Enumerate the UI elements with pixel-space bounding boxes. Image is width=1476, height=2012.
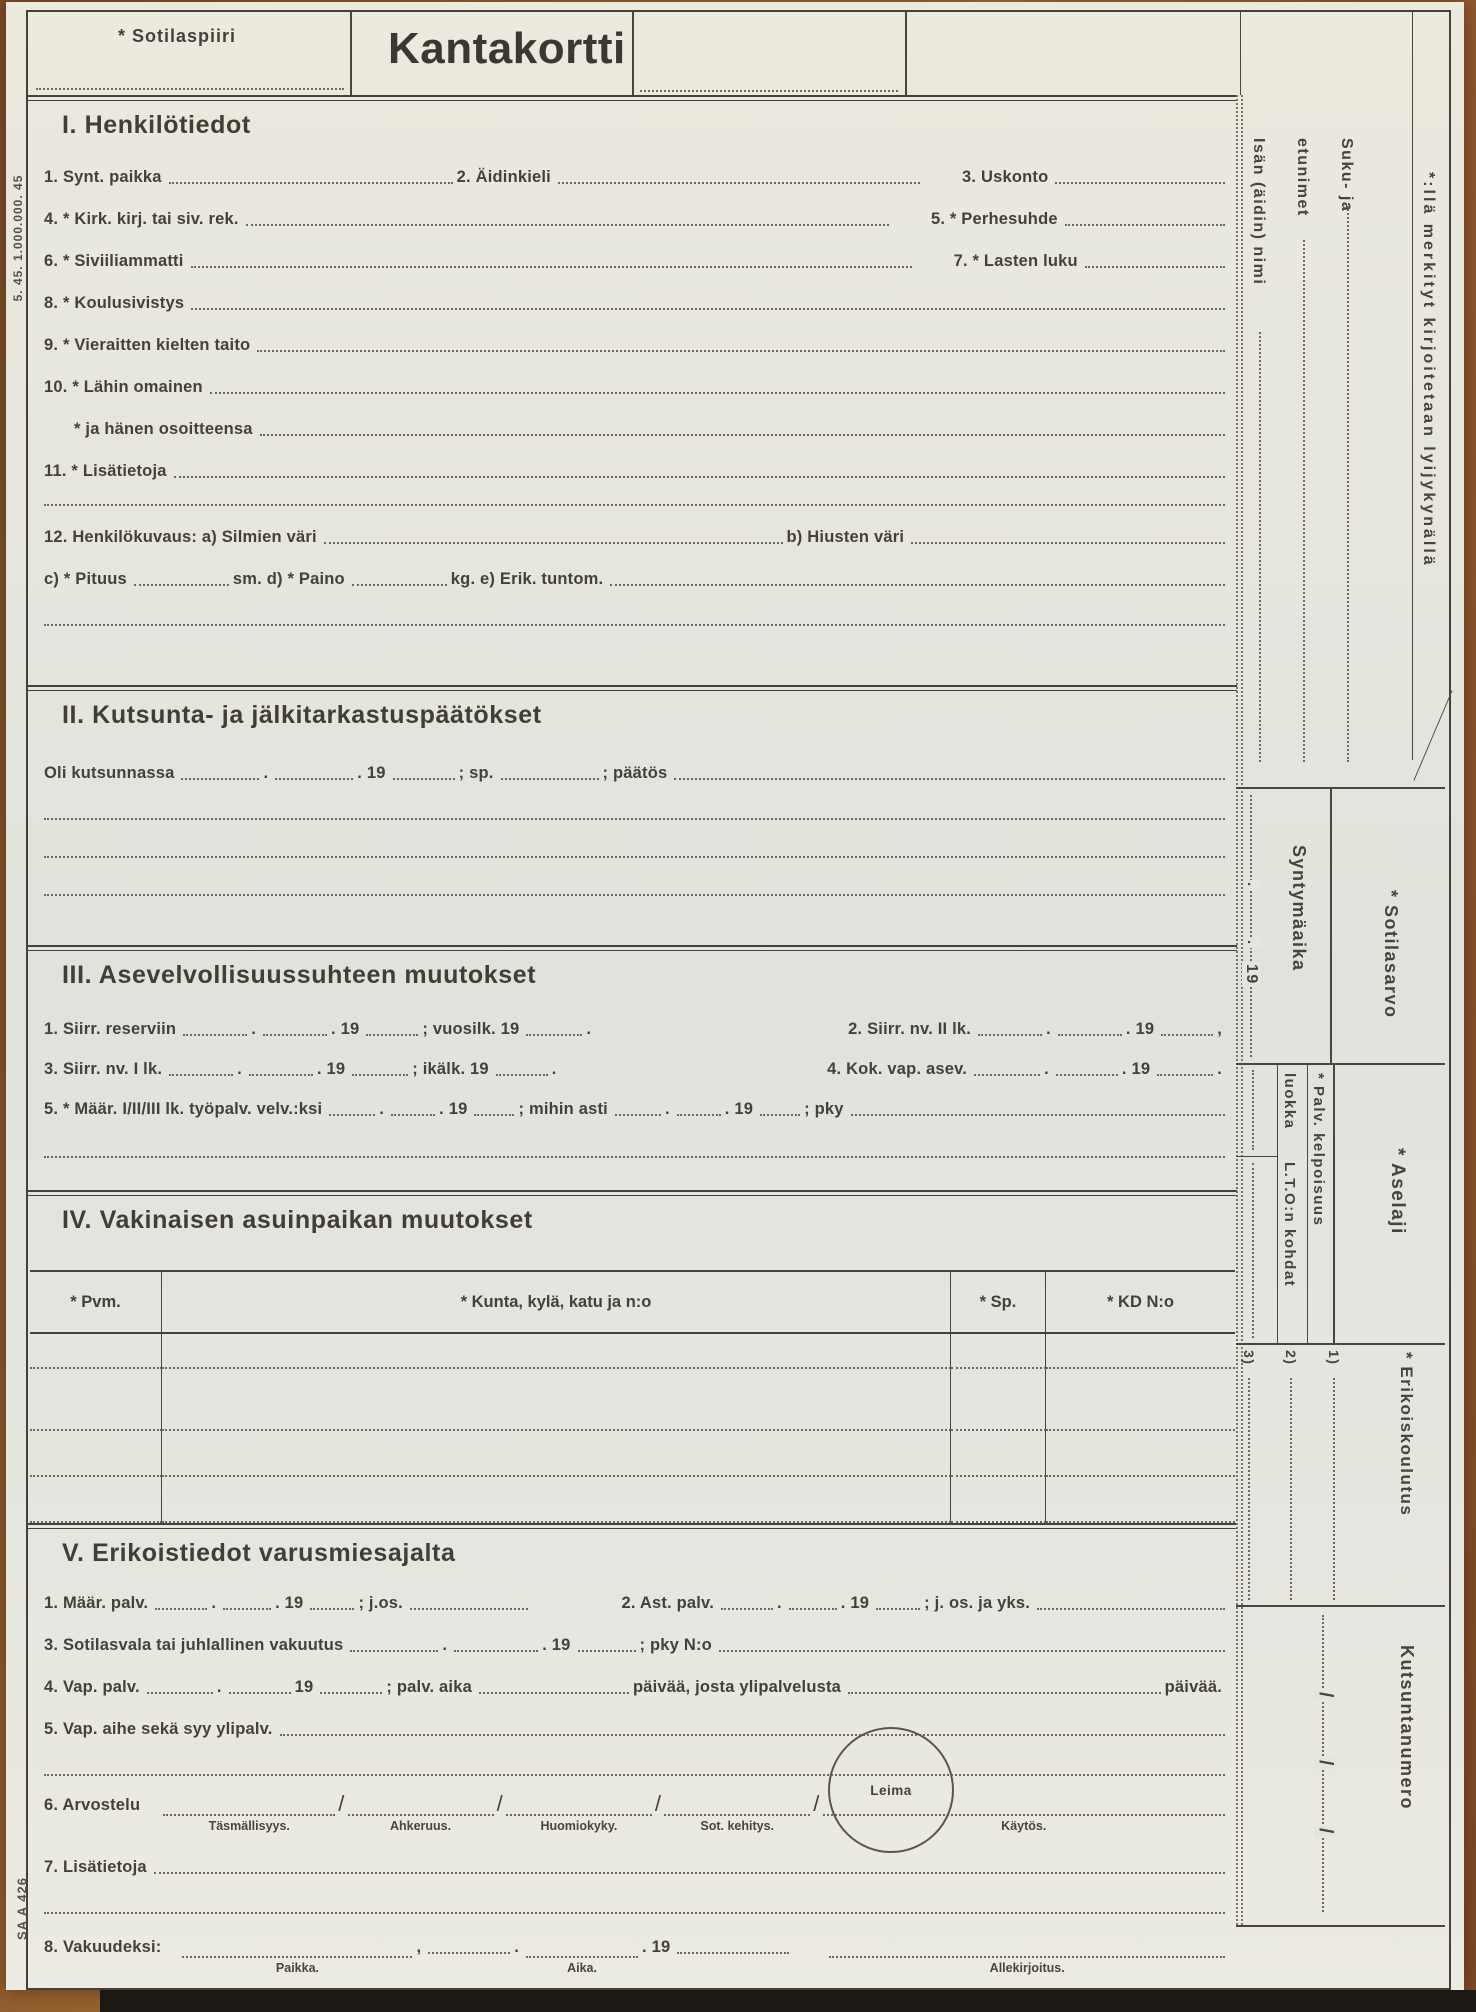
field-label: . (237, 1060, 242, 1078)
fill-in-line[interactable] (249, 1074, 313, 1076)
stamp-circle (828, 1727, 954, 1853)
table-cell[interactable] (951, 1477, 1046, 1523)
field-label: / (338, 1791, 345, 1816)
field-label: / (496, 1791, 503, 1816)
fill-in-line[interactable] (154, 1872, 1225, 1874)
sub-label: Paikka. (275, 1961, 319, 1975)
field-label: ; j. os. ja yks. (924, 1594, 1031, 1612)
forenames-fill-line[interactable] (1303, 240, 1305, 762)
field-label: . 19 (331, 1020, 360, 1038)
sidebar-rule (1277, 1063, 1278, 1343)
form-line (40, 824, 1229, 862)
fill-in-line[interactable] (719, 1650, 1225, 1652)
military-rank-label: * Sotilasarvo (1381, 890, 1401, 1019)
fill-in-line[interactable] (978, 1034, 1042, 1036)
fill-in-line[interactable] (789, 1608, 837, 1610)
military-district-label: * Sotilaspiiri (118, 26, 237, 46)
field-label: . 19 (1121, 1060, 1151, 1078)
fill-in-line[interactable] (229, 1692, 291, 1694)
field-label: . 19 (1125, 1020, 1155, 1038)
column-header-kd-no: * KD N:o (1046, 1272, 1235, 1334)
fill-in-line[interactable] (578, 1650, 636, 1652)
header-divider (1412, 10, 1413, 95)
special-training-label: * Erikoiskoulutus (1397, 1352, 1416, 1517)
field-label: . 19 (642, 1938, 671, 1956)
field-label: ; ikälk. 19 (412, 1060, 489, 1078)
fill-in-line[interactable] (1085, 266, 1225, 268)
sidebar-rule (1333, 1063, 1335, 1343)
sidebar-rule (1307, 1063, 1308, 1343)
section-rows (28, 1568, 1237, 1975)
fill-in-line[interactable] (183, 1034, 247, 1036)
field-label: 2. Ast. palv. (621, 1594, 714, 1612)
fill-in-line[interactable] (454, 1650, 538, 1652)
field-label: . (211, 1594, 217, 1612)
form-line (40, 862, 1229, 900)
fill-in-line[interactable] (1161, 1034, 1213, 1036)
fill-in-line[interactable] (721, 1608, 773, 1610)
field-label: 3. Uskonto (962, 168, 1049, 186)
section-rows (28, 730, 1237, 900)
fill-in-line[interactable] (848, 1692, 1161, 1694)
fill-in-line[interactable] (174, 476, 1225, 478)
fill-in-line[interactable] (210, 392, 1225, 394)
field-label: 2. Äidinkieli (456, 168, 551, 186)
field-label: 8. Vakuudeksi: (44, 1938, 162, 1956)
field-label: 4. Kok. vap. asev. (827, 1060, 968, 1078)
field-label: 3. Siirr. nv. I lk. (44, 1060, 163, 1078)
fill-in-line[interactable] (181, 778, 259, 780)
field-label: päivää, josta ylipalvelusta (632, 1678, 842, 1696)
sub-label: Täsmällisyys. (208, 1819, 290, 1833)
scan-shadow-strip (100, 1990, 1476, 2012)
section-service-status-changes (28, 945, 1237, 1190)
print-run-code: 5. 45. 1.000.000. 45 (11, 174, 25, 302)
field-label: Oli kutsunnassa (44, 764, 175, 782)
district-fill-line[interactable] (36, 88, 344, 90)
field-label: . (263, 764, 269, 782)
header-fill-line[interactable] (640, 90, 898, 92)
header-divider (905, 10, 907, 95)
section-personal-data (28, 95, 1237, 685)
field-label: ; mihin asti (518, 1100, 608, 1118)
sub-label: Ahkeruus. (389, 1819, 452, 1833)
field-label: 7. * Lasten luku (953, 252, 1078, 270)
fill-slash: / (1315, 1760, 1336, 1767)
field-label: ; pky (804, 1100, 844, 1118)
field-label: 12. Henkilökuvaus: a) Silmien väri (44, 528, 317, 546)
fill-in-line-labeled[interactable] (506, 1810, 652, 1834)
field-label: . (1217, 1060, 1222, 1078)
fill-in-line[interactable] (352, 584, 447, 586)
fill-in-line[interactable] (147, 1692, 213, 1694)
mark-3-label: 3) (1241, 1350, 1257, 1366)
form-line (40, 1574, 1229, 1614)
field-label: . (1046, 1020, 1051, 1038)
fill-in-line[interactable] (134, 584, 229, 586)
sub-label: Sot. kehitys. (700, 1819, 774, 1833)
form-line (40, 482, 1229, 510)
form-line (40, 314, 1229, 356)
fill-in-line[interactable] (44, 624, 1225, 626)
fill-in-line[interactable] (876, 1608, 920, 1610)
section-title: I. Henkilötiedot (62, 111, 251, 139)
field-label: 9. * Vieraitten kielten taito (44, 336, 251, 354)
field-label: . 19 (357, 764, 386, 782)
field-label: . (216, 1678, 222, 1696)
form-title: Kantakortti (388, 24, 626, 73)
father-name-fill-line[interactable] (1259, 332, 1261, 762)
form-line (40, 1614, 1229, 1656)
section-title: III. Asevelvollisuussuhteen muutokset (62, 961, 537, 989)
field-label: 5. * Määr. I/II/III lk. työpalv. velv.:ksi (44, 1100, 323, 1118)
fill-in-line[interactable] (1065, 224, 1225, 226)
field-label: sm. d) * Paino (232, 570, 345, 588)
fill-in-line[interactable] (324, 542, 783, 544)
field-label: b) Hiusten väri (786, 528, 905, 546)
fill-in-line[interactable] (44, 894, 1225, 896)
fill-in-line[interactable] (257, 350, 1225, 352)
field-label: 6. * Siviiliammatti (44, 252, 184, 270)
form-line (40, 230, 1229, 272)
fill-in-line[interactable] (674, 778, 1225, 780)
lto-fill-line[interactable] (1252, 1163, 1254, 1338)
surname-label-line2: etunimet (1294, 138, 1311, 217)
field-label: 1. Synt. paikka (44, 168, 162, 186)
field-label: 5. Vap. aihe sekä syy ylipalv. (44, 1720, 273, 1738)
mark-1-fill-line[interactable] (1333, 1378, 1335, 1600)
form-line (40, 1740, 1229, 1780)
form-number-code: SA A 426 (14, 1877, 30, 1940)
field-label: . 19 (840, 1594, 870, 1612)
table-cell[interactable] (1046, 1477, 1235, 1523)
fill-in-line[interactable] (851, 1114, 1225, 1116)
sub-label: Huomiokyky. (540, 1819, 618, 1833)
fill-in-line[interactable] (44, 818, 1225, 820)
field-label: . (1044, 1060, 1049, 1078)
field-label: . 19 (439, 1100, 468, 1118)
form-line (40, 1780, 1229, 1833)
sidebar-divider-dotted (1236, 95, 1238, 1925)
header-divider (350, 10, 352, 95)
fill-in-line[interactable] (974, 1074, 1040, 1076)
field-label: / (654, 1791, 662, 1816)
fill-in-line[interactable] (410, 1608, 528, 1610)
fill-in-line[interactable] (169, 1074, 233, 1076)
column-header-date: * Pvm. (30, 1272, 162, 1334)
field-label: . (776, 1594, 782, 1612)
surname-label-line1: Suku- ja (1338, 138, 1355, 213)
column-header-sp: * Sp. (951, 1272, 1046, 1334)
fill-in-line[interactable] (911, 542, 1225, 544)
fill-in-line[interactable] (428, 1952, 510, 1954)
surname-fill-line[interactable] (1347, 206, 1349, 762)
form-line (40, 1120, 1229, 1162)
sidebar-rule (1236, 1343, 1445, 1345)
field-label: c) * Pituus (44, 570, 127, 588)
fill-in-line-labeled[interactable] (163, 1810, 335, 1834)
form-line (40, 188, 1229, 230)
field-label: 1. Siirr. reserviin (44, 1020, 177, 1038)
field-label: . (551, 1060, 557, 1078)
birthdate-label: Syntymäaika (1289, 845, 1309, 972)
pencil-note-box-line (1412, 95, 1413, 760)
form-line (40, 736, 1229, 784)
fill-in-line[interactable] (558, 182, 920, 184)
fill-in-line[interactable] (366, 1034, 418, 1036)
fill-in-line[interactable] (44, 504, 1225, 506)
sidebar-rule (1236, 1156, 1277, 1157)
form-line (40, 146, 1229, 188)
fill-in-line[interactable] (677, 1114, 721, 1116)
fill-in-line[interactable] (310, 1608, 354, 1610)
field-label: 3. Sotilasvala tai juhlallinen vakuutus (44, 1636, 344, 1654)
residence-table (30, 1270, 1235, 1523)
field-label: ; päätös (602, 764, 668, 782)
table-cell[interactable] (1046, 1369, 1235, 1431)
table-cell[interactable] (30, 1369, 162, 1431)
fill-in-line[interactable] (320, 1692, 382, 1694)
fill-in-line-labeled[interactable] (664, 1810, 810, 1834)
fill-in-line[interactable] (496, 1074, 548, 1076)
fill-in-line[interactable] (275, 778, 353, 780)
sidebar-rule (1330, 787, 1332, 1063)
table-cell[interactable] (30, 1431, 162, 1477)
fill-in-line-labeled[interactable] (182, 1952, 412, 1976)
form-line (40, 398, 1229, 440)
section-title: II. Kutsunta- ja jälkitarkastuspäätökset (62, 701, 542, 729)
fill-in-line[interactable] (169, 182, 453, 184)
form-line (40, 784, 1229, 824)
form-line (40, 1080, 1229, 1120)
fill-in-line[interactable] (44, 1774, 1225, 1776)
fill-in-line[interactable] (155, 1608, 207, 1610)
form-line (40, 590, 1229, 630)
fill-in-line-labeled[interactable] (348, 1810, 494, 1834)
fill-slash: / (1315, 1828, 1336, 1835)
table-cell[interactable] (162, 1477, 951, 1523)
fill-in-line[interactable] (1157, 1074, 1213, 1076)
fill-in-line[interactable] (263, 1034, 327, 1036)
table-cell[interactable] (30, 1477, 162, 1523)
sub-label: Allekirjoitus. (989, 1961, 1065, 1975)
mark-1-label: 1) (1326, 1350, 1342, 1366)
fill-in-line[interactable] (191, 266, 912, 268)
form-line (40, 1698, 1229, 1740)
field-label: 10. * Lähin omainen (44, 378, 203, 396)
fill-in-line[interactable] (677, 1952, 789, 1954)
service-branch-label: * Aselaji (1387, 1148, 1408, 1235)
field-label: * ja hänen osoitteensa (74, 420, 253, 438)
sidebar-rule (1236, 1605, 1445, 1607)
field-label: päivää. (1164, 1678, 1222, 1696)
sidebar-rule (1236, 1063, 1445, 1065)
form-line (40, 1040, 1229, 1080)
birthdate-year-prefix: 19 (1243, 964, 1260, 985)
field-label: 5. * Perhesuhde (930, 210, 1058, 228)
fill-in-line[interactable] (526, 1034, 582, 1036)
fill-in-line[interactable] (44, 1156, 1225, 1158)
table-cell[interactable] (951, 1431, 1046, 1477)
field-label: ; j.os. (358, 1594, 403, 1612)
section-conscript-details (28, 1523, 1237, 1986)
field-label: 1. Määr. palv. (44, 1594, 149, 1612)
field-label: / (813, 1791, 820, 1816)
sidebar-divider-dotted (1241, 95, 1243, 1925)
fill-in-line-labeled[interactable] (829, 1952, 1225, 1976)
fitness-label: * Palv. kelpoisuus (1310, 1073, 1327, 1227)
field-label: . (442, 1636, 448, 1654)
sidebar-rule (1236, 787, 1445, 789)
field-label: . (379, 1100, 385, 1118)
header-divider (1240, 10, 1241, 95)
field-label: 8. * Koulusivistys (44, 294, 185, 312)
field-label: ; pky N:o (639, 1636, 712, 1654)
father-name-label: Isän (äidin) nimi (1250, 138, 1267, 286)
fill-in-line[interactable] (44, 1912, 1225, 1914)
field-label: . 19 (316, 1060, 346, 1078)
table-cell[interactable] (951, 1334, 1046, 1369)
field-label: . (586, 1020, 592, 1038)
fill-in-line[interactable] (260, 434, 1225, 436)
form-line (40, 510, 1229, 548)
fill-in-line[interactable] (391, 1114, 435, 1116)
table-cell[interactable] (162, 1334, 951, 1369)
section-rows (28, 990, 1237, 1162)
field-label: 6. Arvostelu (44, 1796, 141, 1814)
sub-label: Käytös. (1001, 1819, 1047, 1833)
mark-2-fill-line[interactable] (1290, 1378, 1292, 1600)
field-label: . (251, 1020, 257, 1038)
field-label: 7. Lisätietoja (44, 1858, 147, 1876)
section-rows (28, 140, 1237, 630)
section-residence-changes (28, 1190, 1237, 1523)
section-call-up-decisions (28, 685, 1237, 945)
fill-in-line[interactable] (280, 1734, 1225, 1736)
field-label: 4. * Kirk. kirj. tai siv. rek. (44, 210, 239, 228)
field-label: ; sp. (458, 764, 494, 782)
field-label: 11. * Lisätietoja (44, 462, 167, 480)
field-label: ; vuosilk. 19 (422, 1020, 520, 1038)
fill-in-line[interactable] (223, 1608, 271, 1610)
fill-in-line[interactable] (329, 1114, 375, 1116)
table-cell[interactable] (162, 1431, 951, 1477)
table-cell[interactable] (951, 1369, 1046, 1431)
fill-in-line[interactable] (352, 1074, 408, 1076)
field-label: , (1217, 1020, 1222, 1038)
birthdate-fill-line[interactable] (1250, 795, 1252, 1057)
field-label: . 19 (724, 1100, 754, 1118)
sub-label: Aika. (567, 1961, 597, 1975)
table-cell[interactable] (1046, 1431, 1235, 1477)
form-line (40, 548, 1229, 590)
fill-in-line[interactable] (1055, 182, 1225, 184)
fill-in-line[interactable] (479, 1692, 629, 1694)
fitness-class-word: luokka (1281, 1073, 1298, 1130)
fill-in-line[interactable] (474, 1114, 514, 1116)
section-title: V. Erikoistiedot varusmiesajalta (62, 1539, 456, 1567)
birthdate-dot: . (1244, 940, 1261, 946)
field-label: 4. Vap. palv. (44, 1678, 140, 1696)
fill-in-line[interactable] (1037, 1608, 1225, 1610)
form-line (40, 1918, 1229, 1975)
table-cell[interactable] (30, 1334, 162, 1369)
fill-in-line-labeled[interactable] (526, 1952, 638, 1976)
fill-in-line[interactable] (44, 856, 1225, 858)
form-line (40, 356, 1229, 398)
field-label: , (416, 1938, 422, 1956)
mark-2-label: 2) (1283, 1350, 1299, 1366)
field-label: . (514, 1938, 520, 1956)
field-label: . 19 (275, 1594, 304, 1612)
fill-in-line[interactable] (615, 1114, 661, 1116)
fill-in-line[interactable] (1056, 1074, 1118, 1076)
fill-in-line[interactable] (760, 1114, 800, 1116)
table-cell[interactable] (162, 1369, 951, 1431)
field-label: 2. Siirr. nv. II lk. (848, 1020, 972, 1038)
fill-in-line[interactable] (1058, 1034, 1122, 1036)
column-header-address: * Kunta, kylä, katu ja n:o (162, 1272, 951, 1334)
pencil-note-label: *:llä merkityt kirjoitetaan lyijykynällä (1420, 172, 1437, 568)
form-line (40, 996, 1229, 1040)
birthdate-dot: . (1244, 882, 1261, 888)
field-label: . (664, 1100, 670, 1118)
fill-in-line[interactable] (191, 308, 1225, 310)
field-label: ; palv. aika (386, 1678, 472, 1696)
header-divider (632, 10, 634, 95)
form-line (40, 440, 1229, 482)
fitness-class-fill-line[interactable] (1252, 1070, 1254, 1150)
form-line (40, 1878, 1229, 1918)
field-label: 19 (294, 1678, 314, 1696)
form-line (40, 272, 1229, 314)
fill-in-line[interactable] (246, 224, 889, 226)
lto-label: L.T.O:n kohdat (1281, 1162, 1298, 1288)
fill-slash: / (1315, 1692, 1336, 1699)
stamp-label: Leima (870, 1782, 912, 1798)
fill-in-line[interactable] (350, 1650, 438, 1652)
section-title: IV. Vakinaisen asuinpaikan muutokset (62, 1206, 533, 1234)
form-line (40, 1656, 1229, 1698)
table-cell[interactable] (1046, 1334, 1235, 1369)
mark-3-fill-line[interactable] (1248, 1378, 1250, 1600)
fill-in-line[interactable] (501, 778, 599, 780)
sidebar-rule (1236, 1925, 1445, 1927)
fill-in-line[interactable] (393, 778, 455, 780)
fill-in-line[interactable] (610, 584, 1225, 586)
call-up-number-label: Kutsuntanumero (1397, 1645, 1417, 1810)
field-label: . 19 (542, 1636, 571, 1654)
field-label: kg. e) Erik. tuntom. (450, 570, 604, 588)
